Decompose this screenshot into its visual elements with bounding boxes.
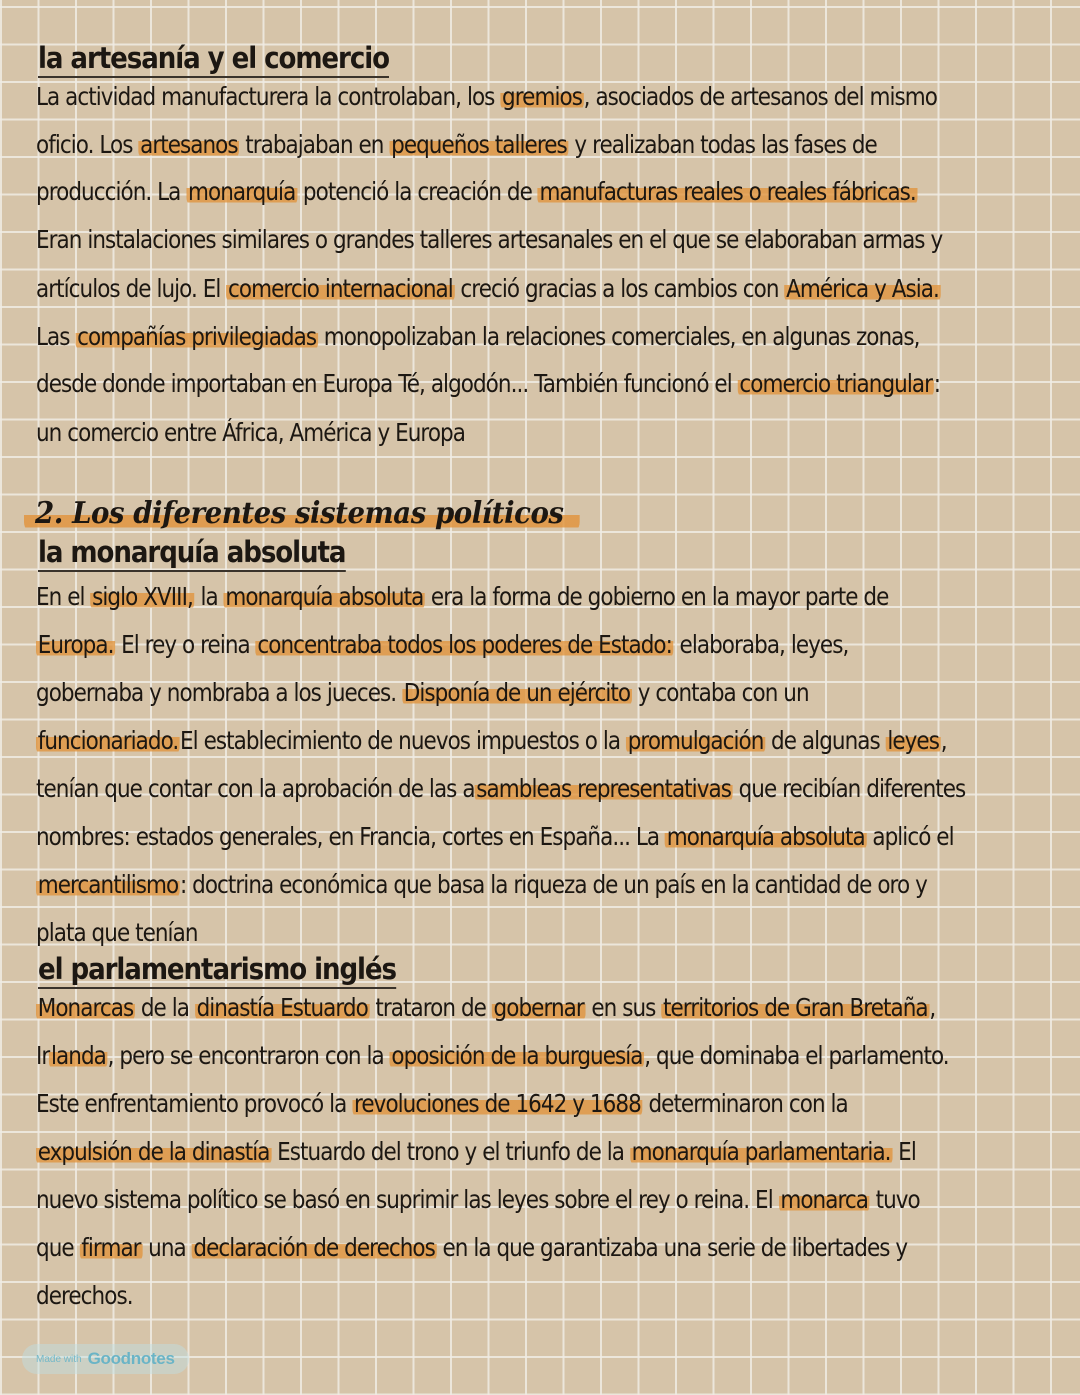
text-line — [36, 580, 888, 614]
text-run: que — [36, 1233, 80, 1262]
text-run: la — [194, 582, 224, 611]
text-line — [36, 1135, 916, 1169]
highlighted-term: promulgación — [627, 726, 764, 755]
text-run: creció gracias a los cambios con — [454, 274, 785, 303]
highlighted-term: monarquía parlamentaria. — [631, 1137, 891, 1166]
highlighted-term: pequeños talleres — [391, 130, 567, 159]
text-line — [36, 1279, 133, 1313]
text-line — [36, 1087, 848, 1121]
text-run: , — [929, 993, 936, 1022]
text-run: artículos de lujo. El — [36, 274, 227, 303]
highlighted-term: gobernar — [493, 993, 584, 1022]
text-line — [36, 772, 965, 806]
subheading-parlamentarismo: el parlamentarismo inglés — [38, 951, 396, 989]
text-run: un comercio entre África, América y Europa — [36, 418, 465, 447]
text-line — [36, 628, 848, 662]
highlighted-term: concentraba todos los poderes de Estado: — [257, 630, 672, 659]
text-run: trabajaban en — [239, 130, 390, 159]
highlighted-term: leyes — [887, 726, 939, 755]
text-run: El establecimiento de nuevos impuestos o la — [180, 726, 626, 755]
highlighted-term: monarquía absoluta — [225, 582, 424, 611]
text-run: : — [933, 369, 941, 398]
text-run: desde donde importaban en Europa Té, algodón... También funcionó el — [36, 369, 738, 398]
text-line — [36, 128, 877, 162]
text-line — [36, 820, 954, 854]
text-run: elaboraba, leyes, — [673, 630, 849, 659]
text-run: , pero se encontraron con la — [107, 1041, 390, 1070]
highlighted-term: oposición de la burguesía — [391, 1041, 643, 1070]
text-line — [36, 1039, 949, 1073]
watermark-prefix: Made with — [36, 1353, 82, 1365]
highlighted-term: Europa. — [37, 630, 114, 659]
highlighted-term: mercantilismo — [37, 870, 179, 899]
text-run: determinaron con la — [642, 1089, 848, 1118]
text-run: monopolizaban la relaciones comerciales, en algunas zonas, — [317, 322, 920, 351]
text-run: tuvo — [869, 1185, 920, 1214]
highlighted-term: Disponía de un ejército — [403, 678, 631, 707]
text-run: oficio. Los — [36, 130, 139, 159]
text-line — [36, 1183, 920, 1217]
text-run: El rey o reina — [115, 630, 256, 659]
text-run: derechos. — [36, 1281, 133, 1310]
highlighted-term: compañías privilegiadas — [77, 322, 317, 351]
goodnotes-watermark — [22, 1344, 189, 1374]
section-title: 2. Los diferentes sistemas políticos — [24, 494, 580, 534]
text-run: Ir — [36, 1041, 50, 1070]
highlighted-term: comercio triangular — [739, 369, 932, 398]
highlighted-term: firmar — [81, 1233, 141, 1262]
text-run: aplicó el — [866, 822, 954, 851]
text-run: , — [940, 726, 947, 755]
text-run: Las — [36, 322, 76, 351]
subheading-monarquia-absoluta: la monarquía absoluta — [38, 534, 345, 572]
text-run: producción. La — [36, 177, 187, 206]
text-run: potenció la creación de — [297, 177, 538, 206]
highlighted-term: expulsión de la dinastía — [37, 1137, 270, 1166]
text-run: gobernaba y nombraba a los jueces. — [36, 678, 403, 707]
highlighted-term: monarca — [780, 1185, 868, 1214]
text-run: El — [892, 1137, 916, 1166]
text-run: nuevo sistema político se basó en suprimir las leyes sobre el rey o reina. El — [36, 1185, 779, 1214]
text-run: en sus — [585, 993, 662, 1022]
text-line — [36, 223, 942, 257]
text-run: era la forma de gobierno en la mayor parte de — [425, 582, 889, 611]
text-run: Estuardo del trono y el triunfo de la — [271, 1137, 630, 1166]
highlighted-term: artesanos — [140, 130, 238, 159]
highlighted-term: manufacturas reales o reales fábricas. — [539, 177, 916, 206]
highlighted-term: territorios de Gran Bretaña — [663, 993, 928, 1022]
text-run: que recibían diferentes — [732, 774, 966, 803]
highlighted-term: América y Asia. — [786, 274, 939, 303]
text-line — [36, 676, 809, 710]
highlighted-term: dinastía Estuardo — [196, 993, 368, 1022]
highlighted-term: Monarcas — [37, 993, 134, 1022]
highlighted-term: declaración de derechos — [193, 1233, 435, 1262]
text-line — [36, 175, 918, 209]
highlighted-term: landa — [51, 1041, 106, 1070]
text-run: Este enfrentamiento provocó la — [36, 1089, 353, 1118]
text-run: tenían que contar con la aprobación de las a — [36, 774, 475, 803]
text-line — [36, 416, 465, 450]
text-line — [36, 916, 198, 950]
text-run: plata que tenían — [36, 918, 198, 947]
highlighted-term: comercio internacional — [228, 274, 453, 303]
subheading-artesania: la artesanía y el comercio — [38, 40, 389, 78]
highlighted-term: revoluciones de 1642 y 1688 — [353, 1089, 641, 1118]
goodnotes-logo: Goodnotes — [87, 1349, 175, 1368]
text-line — [36, 1231, 907, 1265]
text-run: Eran instalaciones similares o grandes talleres artesanales en el que se elaboraban armas y — [36, 225, 943, 254]
highlighted-term: gremios — [502, 82, 582, 111]
highlighted-term: monarquía — [188, 177, 296, 206]
text-run: nombres: estados generales, en Francia, cortes en España... La — [36, 822, 666, 851]
text-line — [36, 367, 940, 401]
text-line — [36, 868, 927, 902]
text-run: de algunas — [765, 726, 886, 755]
text-run: y contaba con un — [631, 678, 809, 707]
text-run: de la — [134, 993, 195, 1022]
highlighted-term: siglo XVIII, — [92, 582, 193, 611]
highlighted-term: monarquía absoluta — [666, 822, 865, 851]
text-run: , que dominaba el parlamento. — [644, 1041, 949, 1070]
text-run: La actividad manufacturera la controlaban, los — [36, 82, 501, 111]
text-run: En el — [36, 582, 91, 611]
text-line — [36, 80, 937, 114]
highlighted-term: sambleas representativas — [476, 774, 731, 803]
text-line — [36, 991, 935, 1025]
text-line — [36, 272, 941, 306]
text-line — [36, 320, 920, 354]
text-run: : doctrina económica que basa la riqueza de un país en la cantidad de oro y — [179, 870, 927, 899]
text-run: trataron de — [369, 993, 492, 1022]
text-line — [36, 724, 947, 758]
text-run: , asociados de artesanos del mismo — [583, 82, 937, 111]
text-run: y realizaban todas las fases de — [568, 130, 877, 159]
highlighted-term: funcionariado. — [37, 726, 179, 755]
text-run: en la que garantizaba una serie de libertades y — [436, 1233, 908, 1262]
text-run: una — [142, 1233, 192, 1262]
